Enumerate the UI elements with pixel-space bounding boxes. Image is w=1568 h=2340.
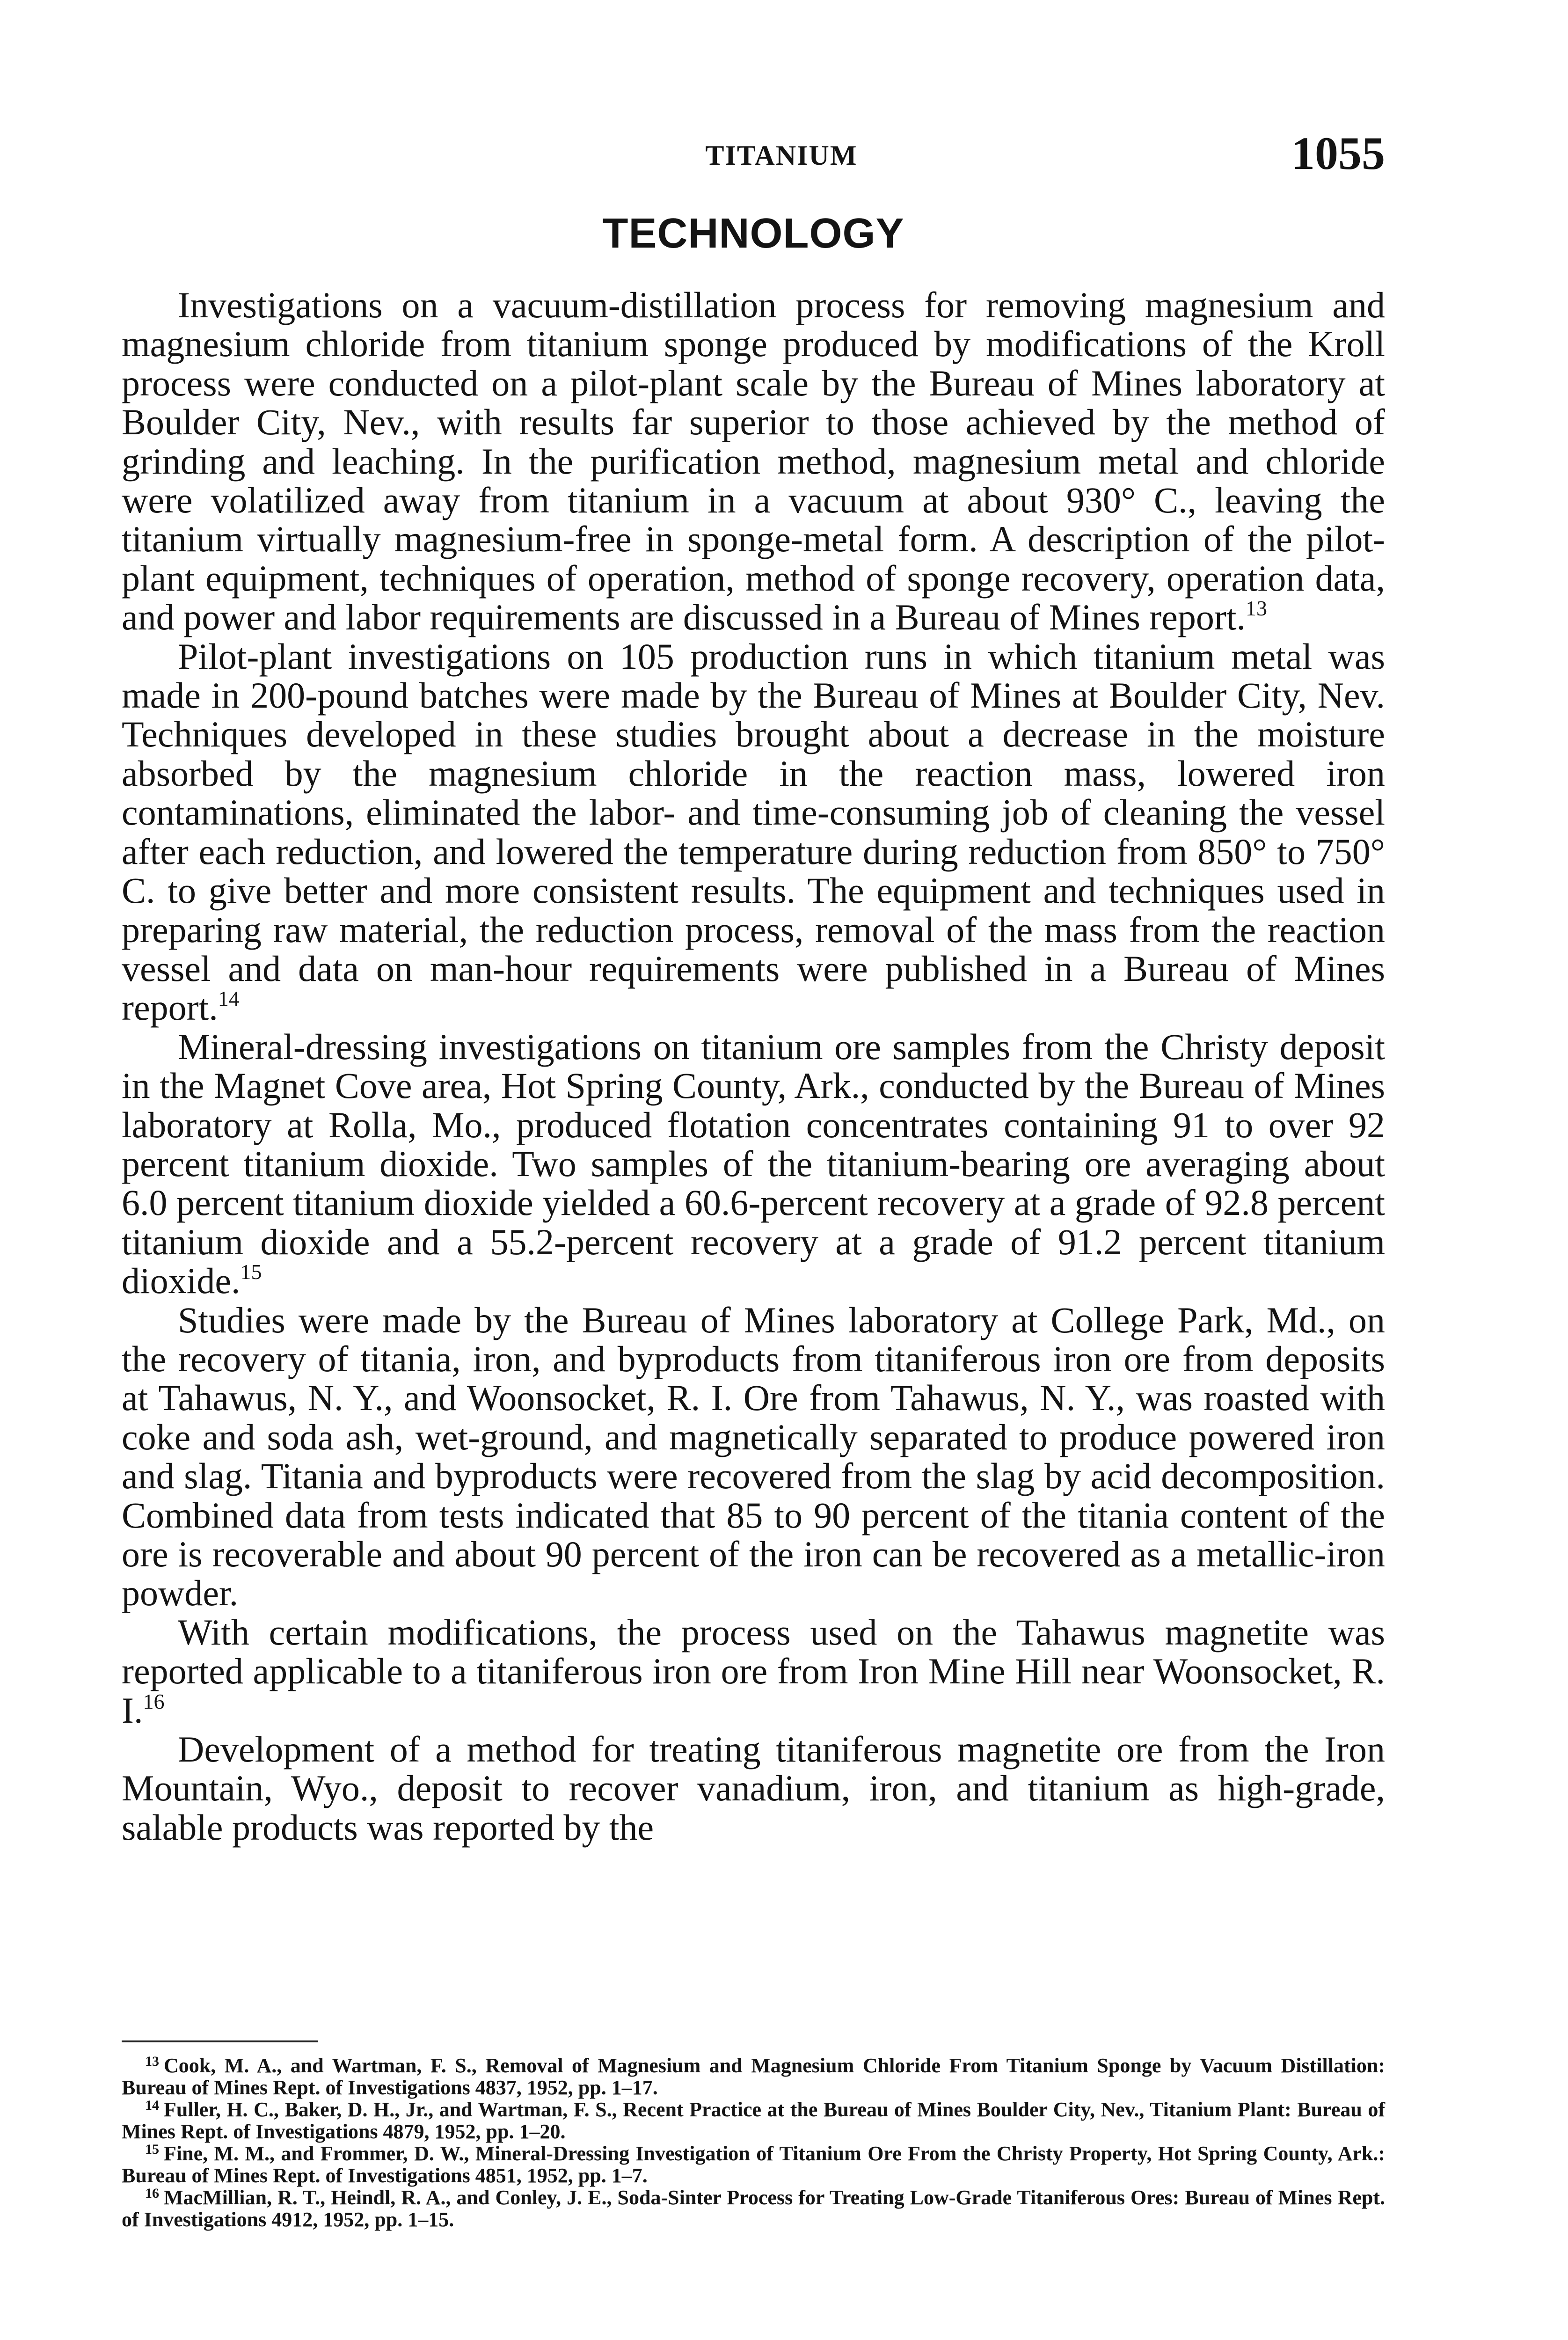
page-header: [122, 127, 1385, 186]
footnote: [122, 2186, 1385, 2230]
footnote-text: MacMillian, R. T., Heindl, R. A., and Conley, J. E., Soda-Sinter Process for Treating Low-Grade Titaniferous Ores: Bureau of Mines Rept. of Investigations 4912, 1952, pp. 1–15.: [122, 2186, 1385, 2231]
footnote-reference: 14: [218, 987, 240, 1011]
footnote-reference: 15: [240, 1260, 262, 1284]
body-text: [122, 285, 1385, 1847]
footnote-number: 15: [145, 2142, 159, 2157]
paragraph-text: Development of a method for treating titaniferous magnetite ore from the Iron Mountain, Wyo., deposit to recover vanadium, iron, and titanium as high-grade, salable products was reported by the: [122, 1729, 1385, 1848]
paragraph-text: With certain modifications, the process used on the Tahawus magnetite was reported applicable to a titaniferous iron ore from Iron Mine Hill near Woonsocket, R. I.: [122, 1611, 1385, 1731]
footnotes: [122, 2055, 1385, 2230]
footnote-text: Fine, M. M., and Frommer, D. W., Mineral-Dressing Investigation of Titanium Ore From the Christy Property, Hot Spring County, Ark.: Bureau of Mines Rept. of Investigations 4851, 1952, pp. 1–7.: [122, 2142, 1385, 2187]
footnote-number: 14: [145, 2098, 159, 2113]
footnote: [122, 2143, 1385, 2186]
paragraph: [122, 1613, 1385, 1730]
page-number: 1055: [1291, 127, 1385, 179]
paragraph: [122, 285, 1385, 637]
paragraph: [122, 637, 1385, 1027]
footnote-number: 16: [145, 2186, 159, 2201]
paragraph-text: Investigations on a vacuum-distillation process for removing magnesium and magnesium chloride from titanium sponge produced by modifications of the Kroll process were conducted on a pilot-plant scale by the Bureau of Mines laboratory at Boulder City, Nev., with results far superior to those achieved by the method of grinding and leaching. In the purification method, magnesium metal and chloride were volatilized away from titanium in a vacuum at about 930° C., leaving the titanium virtually magnesium-free in sponge-metal form. A description of the pilot-plant equipment, techniques of operation, method of sponge recovery, operation data, and power and labor requirements are discussed in a Bureau of Mines report.: [122, 285, 1385, 638]
footnote-reference: 13: [1246, 596, 1268, 621]
footnote-text: Cook, M. A., and Wartman, F. S., Removal of Magnesium and Magnesium Chloride From Titanium Sponge by Vacuum Distillation: Bureau of Mines Rept. of Investigations 4837, 1952, pp. 1–17.: [122, 2054, 1385, 2099]
footnote: [122, 2055, 1385, 2099]
footnote-divider: [122, 2040, 318, 2042]
footnote-number: 13: [145, 2054, 159, 2069]
paragraph-text: Pilot-plant investigations on 105 production runs in which titanium metal was made in 200-pound batches were made by the Bureau of Mines at Boulder City, Nev. Techniques developed in these studies brought about a decrease in the moisture absorbed by the magnesium chloride in the reaction mass, lowered iron contaminations, eliminated the labor- and time-consuming job of cleaning the vessel after each reduction, and lowered the temperature during reduction from 850° to 750° C. to give better and more consistent results. The equipment and techniques used in preparing raw material, the reduction process, removal of the mass from the reaction vessel and data on man-hour requirements were published in a Bureau of Mines report.: [122, 636, 1385, 1028]
paragraph: [122, 1730, 1385, 1847]
running-title: TITANIUM: [705, 140, 858, 171]
paragraph-text: Studies were made by the Bureau of Mines laboratory at College Park, Md., on the recovery of titania, iron, and byproducts from titaniferous iron ore from deposits at Tahawus, N. Y., and Woonsocket, R. I. Ore from Tahawus, N. Y., was roasted with coke and soda ash, wet-ground, and magnetically separated to produce powered iron and slag. Titania and byproducts were recovered from the slag by acid decomposition. Combined data from tests indicated that 85 to 90 percent of the titania content of the ore is recoverable and about 90 percent of the iron can be recovered as a metallic-iron powder.: [122, 1299, 1385, 1614]
section-heading: TECHNOLOGY: [602, 210, 904, 257]
paragraph-text: Mineral-dressing investigations on titanium ore samples from the Christy deposit in the Magnet Cove area, Hot Spring County, Ark., conducted by the Bureau of Mines laboratory at Rolla, Mo., produced flotation concentrates containing 91 to over 92 percent titanium dioxide. Two samples of the titanium-bearing ore averaging about 6.0 percent titanium dioxide yielded a 60.6-percent recovery at a grade of 92.8 percent titanium dioxide and a 55.2-percent recovery at a grade of 91.2 percent titanium dioxide.: [122, 1026, 1385, 1302]
paragraph: [122, 1301, 1385, 1613]
paragraph: [122, 1027, 1385, 1301]
footnote-reference: 16: [143, 1689, 165, 1713]
footnote: [122, 2099, 1385, 2143]
footnote-text: Fuller, H. C., Baker, D. H., Jr., and Wartman, F. S., Recent Practice at the Bureau of Mines Boulder City, Nev., Titanium Plant: Bureau of Mines Rept. of Investigations 4879, 1952, pp. 1–20.: [122, 2098, 1385, 2143]
